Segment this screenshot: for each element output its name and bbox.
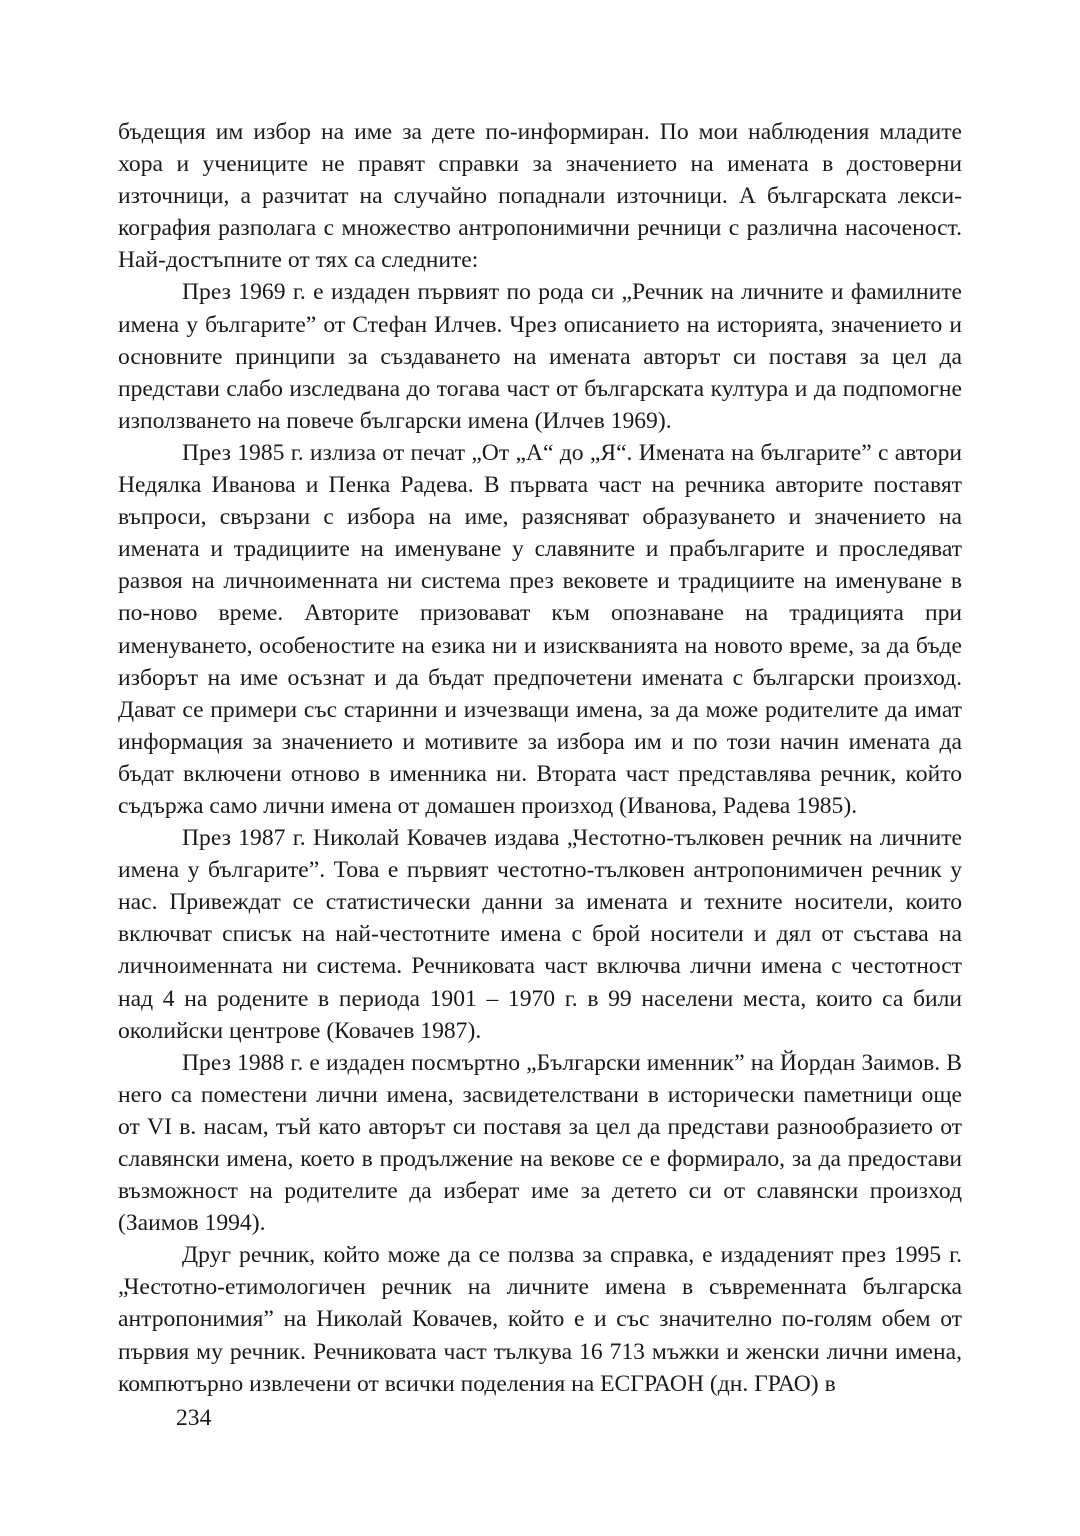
paragraph-kovachev-1987: През 1987 г. Николай Ковачев издава „Честотно-тълковен речник на личните имена у българите”. Това е първият честотно-тълковен антропонимичен речник у нас. Привеждат се статистически данни за имената и техните носители, които включват списък на най-честотните имена с брой носители и дял от състава на личноименната ни система. Речниковата част включва лични имена с честотност над 4 на родените в периода 1901 – 1970 г. в 99 населени места, които са били околийски центрове (Ковачев 1987). bbox=[118, 825, 962, 1044]
paragraph-ivanova-radeva-1985: През 1985 г. излиза от печат „От „А“ до „Я“. Имената на българите” с автори Недялка Иванова и Пенка Радева. В първата част на речника авторите поставят въпроси, свързани с избора на име, разясняват образуването и значението на имената и традициите на именуване у славяните и прабългарите и проследяват развоя на личноименната ни система през вековете и традициите на именуване в по-ново време. Авторите призовават към опознаване на традицията при именуването, особеностите на езика ни и изискванията на новото време, за да бъде изборът на име осъзнат и да бъдат предпочетени имената с български произход. Дават се примери със старинни и изчезващи имена, за да може родителите да имат информация за значението и мотивите за избора им и по този начин имената да бъдат включени отново в именника ни. Втората част представлява речник, който съдържа само лични имена от домашен произход (Иванова, Радева 1985). bbox=[118, 439, 962, 819]
paragraph-zaimov-1988: През 1988 г. е издаден посмъртно „Български именник” на Йордан Заимов. В него са поместени лични имена, засвидетелствани в исторически паметници още от VI в. насам, тъй като авторът си поставя за цел да представи разнообразието от славянски имена, което в продължение на векове се е формирало, за да предостави възможност на родителите да изберат име за детето си от славянски произход (Заимов 1994). bbox=[118, 1049, 962, 1237]
page-number: 234 bbox=[176, 1405, 212, 1431]
paragraph-kovachev-1995: Друг речник, който може да се ползва за справка, е издаденият през 1995 г. „Честотно-етимологичен речник на личните имена в съвременната българска антропонимия” на Николай Ковачев, който е и със значително по-голям обем от първия му речник. Речниковата част тълкува 16 713 мъжки и женски лични имена, компютърно извлечени от всички поделения на ЕСГРАОН (дн. ГРАО) в bbox=[118, 1242, 962, 1397]
paragraph-ilchev-1969: През 1969 г. е издаден първият по рода си „Речник на личните и фамилните имена у българите” от Стефан Илчев. Чрез описанието на историята, значението и основните принципи за създаването на имената авторът си поставя за цел да представи слабо изследвана до тогава част от българската култура и да подпомогне използването на повече български имена (Илчев 1969). bbox=[118, 279, 962, 434]
page-body bbox=[118, 116, 962, 1400]
paragraph-intro: бъдещия им избор на име за дете по-информиран. По мои наблюдения младите хора и учениците не правят справки за значението на имената в достоверни източници, а разчитат на случайно попаднали източници. А българската лексикография разполага с множество антропонимични речници с различна насоченост. Най-достъпните от тях са следните: bbox=[118, 119, 962, 274]
